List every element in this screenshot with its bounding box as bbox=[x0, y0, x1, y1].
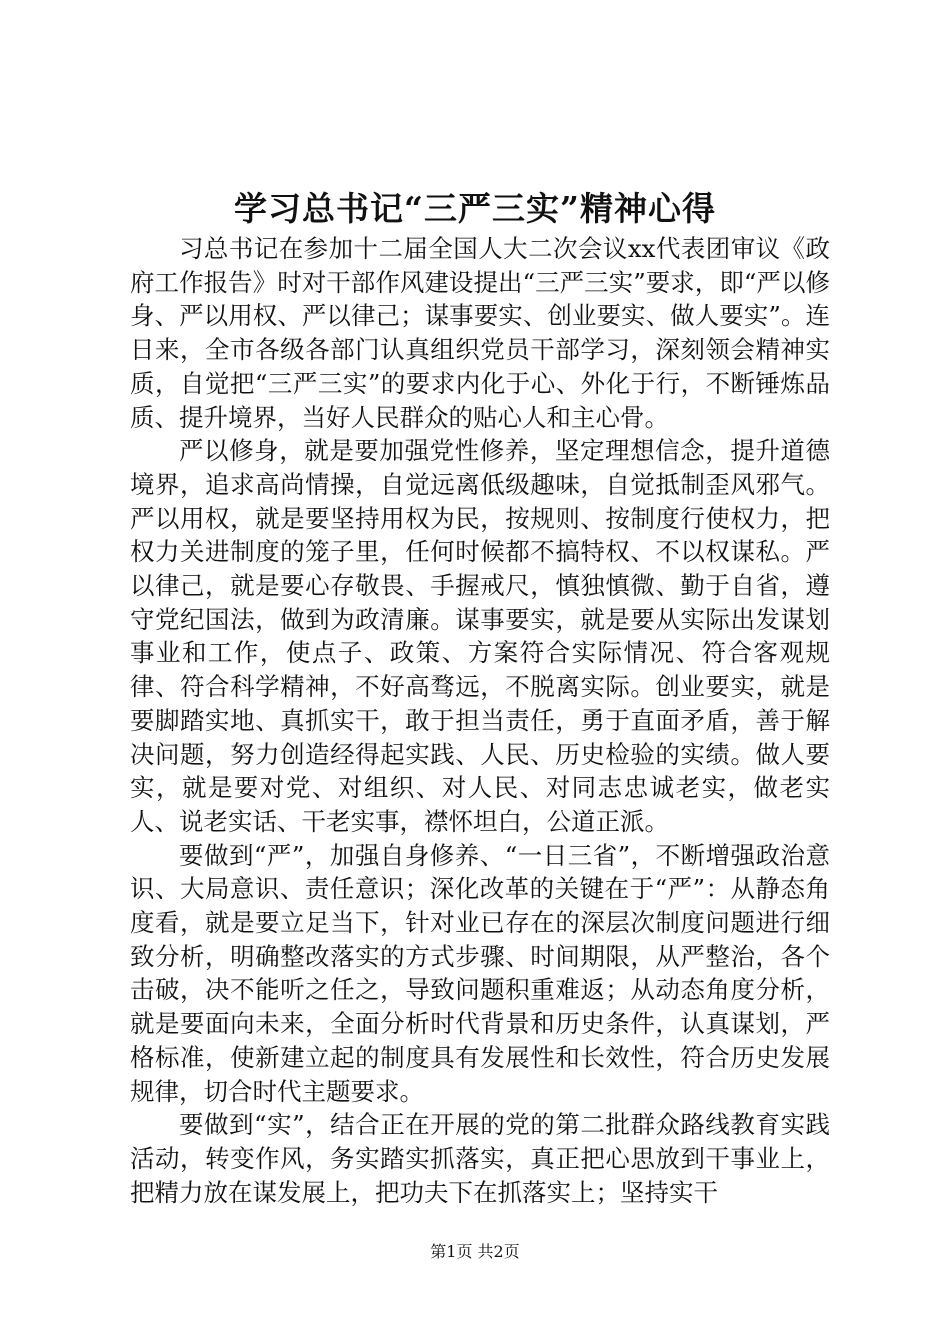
page-number: 第1页 共2页 bbox=[430, 1242, 520, 1261]
paragraph-2: 严以修身，就是要加强党性修养，坚定理想信念，提升道德境界，追求高尚情操，自觉远离低级趣味，自觉抵制歪风邪气。严以用权，就是要坚持用权为民，按规则、按制度行使权力，把权力关进制度的笼子里，任何时候都不搞特权、不以权谋私。严以律己，就是要心存敬畏、手握戒尺，慎独慎微、勤于自省，遵守党纪国法，做到为政清廉。谋事要实，就是要从实际出发谋划事业和工作，使点子、政策、方案符合实际情况、符合客观规律、符合科学精神，不好高骛远，不脱离实际。创业要实，就是要脚踏实地、真抓实干，敢于担当责任，勇于直面矛盾，善于解决问题，努力创造经得起实践、人民、历史检验的实绩。做人要实，就是要对党、对组织、对人民、对同志忠诚老实，做老实人、说老实话、干老实事，襟怀坦白，公道正派。 bbox=[130, 436, 830, 836]
document-title: 学习总书记“三严三实”精神心得 bbox=[234, 189, 716, 228]
document-body bbox=[130, 232, 830, 1209]
paragraph-3: 要做到“严”，加强自身修养、“一日三省”，不断增强政治意识、大局意识、责任意识；深化改革的关键在于“严”：从静态角度看，就是要立足当下，针对业已存在的深层次制度问题进行细致分析，明确整改落实的方式步骤、时间期限，从严整治，各个击破，决不能听之任之，导致问题积重难返；从动态角度分析，就是要面向未来，全面分析时代背景和历史条件，认真谋划，严格标准，使新建立起的制度具有发展性和长效性，符合历史发展规律，切合时代主题要求。 bbox=[130, 840, 830, 1106]
paragraph-4: 要做到“实”，结合正在开展的党的第二批群众路线教育实践活动，转变作风，务实踏实抓落实，真正把心思放到干事业上，把精力放在谋发展上，把功夫下在抓落实上；坚持实干 bbox=[130, 1110, 830, 1207]
paragraph-1: 习总书记在参加十二届全国人大二次会议xx代表团审议《政府工作报告》时对干部作风建设提出“三严三实”要求，即“严以修身、严以用权、严以律己；谋事要实、创业要实、做人要实”。连日来，全市各级各部门认真组织党员干部学习，深刻领会精神实质，自觉把“三严三实”的要求内化于心、外化于行，不断锤炼品质、提升境界，当好人民群众的贴心人和主心骨。 bbox=[130, 234, 830, 432]
